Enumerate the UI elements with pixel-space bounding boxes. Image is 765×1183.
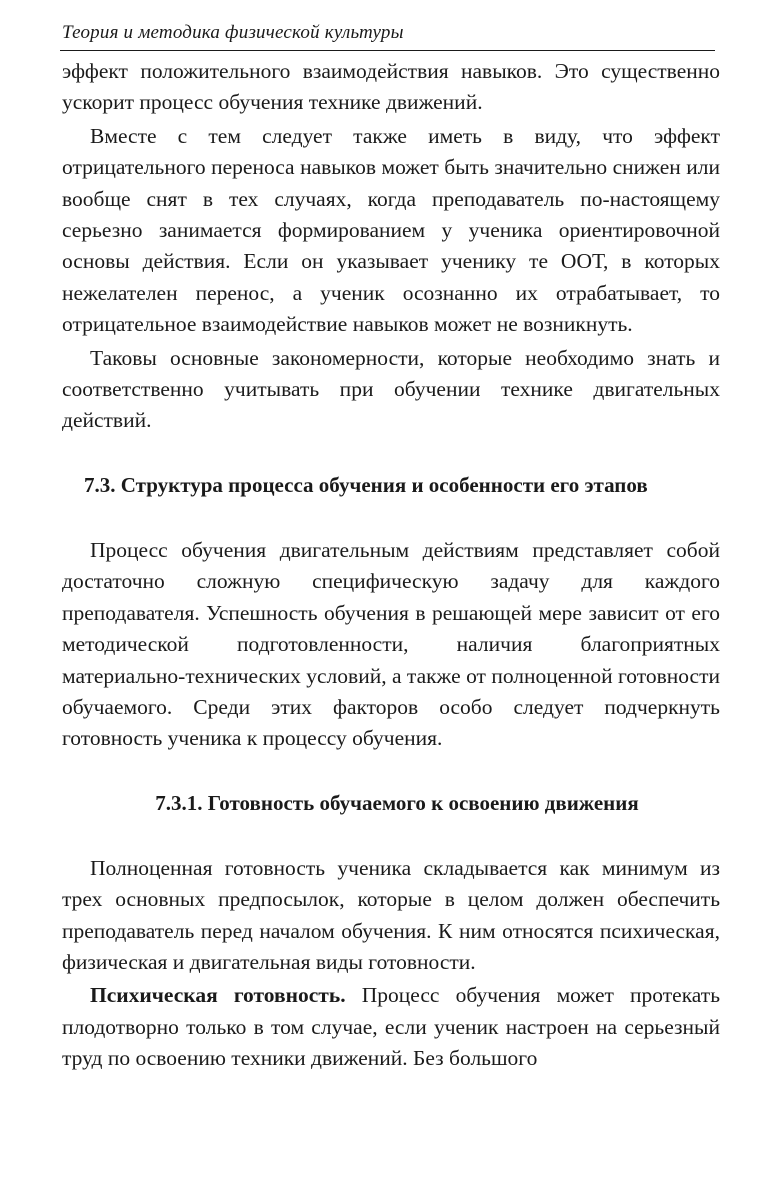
paragraph-continuation: эффект положительного взаимодействия навыков. Это существенно ускорит процесс обучения технике движений. [62,59,720,115]
section-heading-7-3-1: 7.3.1. Готовность обучаемого к освоению движения [155,790,639,815]
section-heading-7-3: 7.3. Структура процесса обучения и особенности его этапов [84,472,648,497]
paragraph-psychic-readiness [62,980,720,1074]
psychic-readiness-lead: Психическая готовность. [90,983,346,1008]
paragraph-regularities: Таковы основные закономерности, которые необходимо знать и соответственно учитывать при обучении технике двигательных действий. [62,345,720,433]
header-rule [60,50,715,51]
psychic-readiness-text: Процесс обучения может протекать плодотворно только в том случае, если ученик настроен на серьезный труд по освоению техники движений. Без большого [62,983,720,1071]
page-content [62,56,720,1075]
paragraph-readiness: Полноценная готовность ученика складывается как минимум из трех основных предпосылок, которые в целом должен обеспечить преподаватель перед началом обучения. К ним относятся психическая, физическая и двигательная виды готовности. [62,855,720,974]
paragraph-learning-process: Процесс обучения двигательным действиям представляет собой достаточно сложную специфическую задачу для каждого преподавателя. Успешность обучения в решающей мере зависит от его методической подготовленности, наличия благоприятных материально-технических условий, а также от полноценной готовности обучаемого. Среди этих факторов особо следует подчеркнуть готовность ученика к процессу обучения. [62,537,720,751]
running-header: Теория и методика физической культуры [62,22,404,43]
paragraph-negative-transfer: Вместе с тем следует также иметь в виду, что эффект отрицательного переноса навыков может быть значительно снижен или вообще снят в тех случаях, когда преподаватель по-настоящему серьезно занимается формированием у ученика ориентировочной основы действия. Если он указывает ученику те ООТ, в которых нежелателен перенос, а ученик осознанно их отрабатывает, то отрицательное взаимодействие навыков может не возникнуть. [62,123,720,337]
